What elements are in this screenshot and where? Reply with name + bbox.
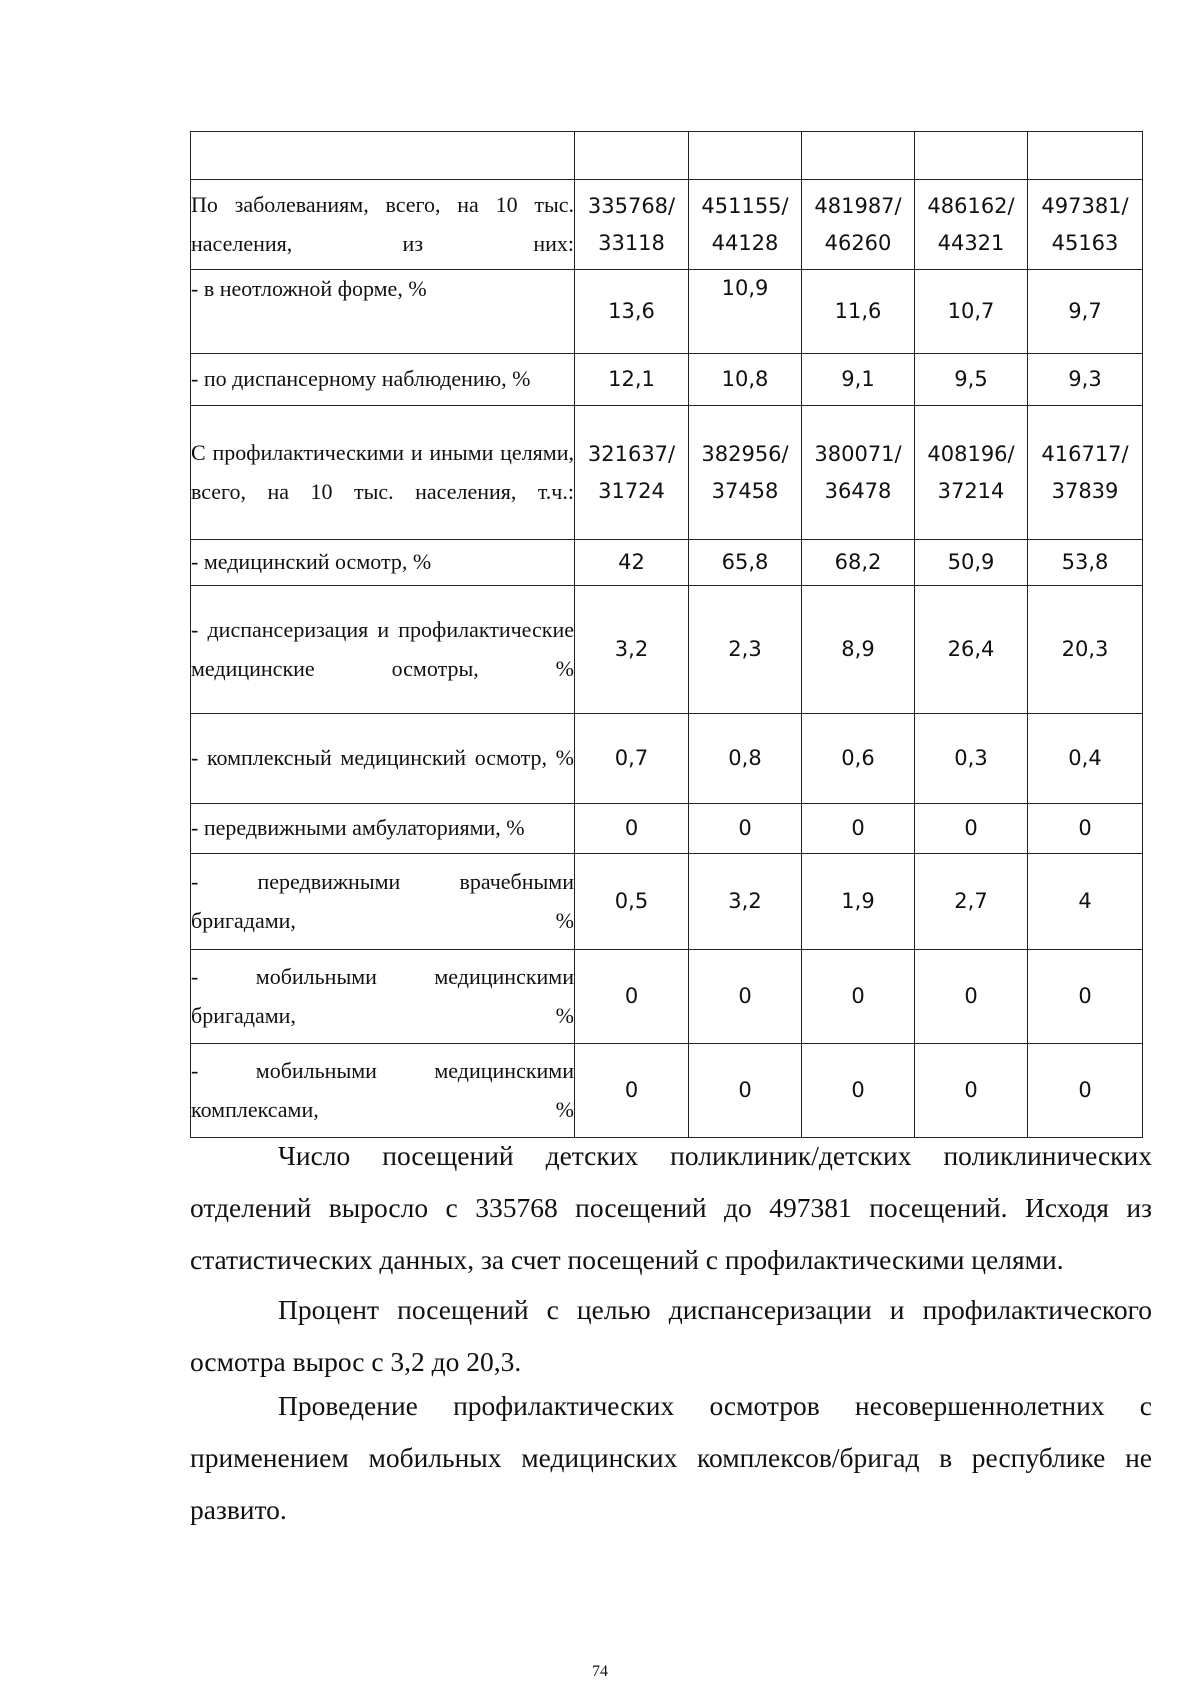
header-cell bbox=[802, 132, 915, 180]
value-cell: 416717/ 37839 bbox=[1028, 406, 1143, 540]
value-cell: 8,9 bbox=[802, 586, 915, 714]
table-row bbox=[191, 270, 1143, 354]
value-cell: 26,4 bbox=[915, 586, 1028, 714]
value-cell: 9,7 bbox=[1028, 270, 1143, 354]
value-cell: 2,3 bbox=[689, 586, 802, 714]
value-cell: 11,6 bbox=[802, 270, 915, 354]
value-cell: 0 bbox=[915, 804, 1028, 854]
row-label: - комплексный медицинский осмотр, % bbox=[191, 714, 575, 804]
table-row bbox=[191, 804, 1143, 854]
value-cell: 4 bbox=[1028, 854, 1143, 950]
value-cell: 9,3 bbox=[1028, 354, 1143, 406]
value-cell: 50,9 bbox=[915, 540, 1028, 586]
table-row bbox=[191, 540, 1143, 586]
value-cell: 0,3 bbox=[915, 714, 1028, 804]
paragraph: Проведение профилактических осмотров несовершеннолетних с применением мобильных медицинских комплексов/бригад в республике не развито. bbox=[190, 1390, 1152, 1525]
value-cell: 0 bbox=[689, 950, 802, 1044]
value-cell: 1,9 bbox=[802, 854, 915, 950]
paragraph: Процент посещений с целью диспансеризации и профилактического осмотра вырос с 3,2 до 20,3. bbox=[190, 1294, 1152, 1377]
value-cell: 65,8 bbox=[689, 540, 802, 586]
table-header-row bbox=[191, 132, 1143, 180]
value-cell: 0 bbox=[1028, 804, 1143, 854]
header-cell bbox=[915, 132, 1028, 180]
row-label: - передвижными амбулаториями, % bbox=[191, 804, 575, 854]
row-label: По заболеваниям, всего, на 10 тыс. населения, из них: bbox=[191, 180, 575, 270]
table-row bbox=[191, 854, 1143, 950]
row-label: С профилактическими и иными целями, всего, на 10 тыс. населения, т.ч.: bbox=[191, 406, 575, 540]
table-row bbox=[191, 180, 1143, 270]
value-cell: 3,2 bbox=[689, 854, 802, 950]
value-cell: 0 bbox=[1028, 950, 1143, 1044]
value-cell: 0 bbox=[575, 804, 689, 854]
header-cell bbox=[575, 132, 689, 180]
value-cell: 0,7 bbox=[575, 714, 689, 804]
value-cell: 10,7 bbox=[915, 270, 1028, 354]
row-label: - передвижными врачебными бригадами, % bbox=[191, 854, 575, 950]
value-cell: 0,6 bbox=[802, 714, 915, 804]
row-label: - по диспансерному наблюдению, % bbox=[191, 354, 575, 406]
value-cell: 0 bbox=[802, 950, 915, 1044]
value-cell: 12,1 bbox=[575, 354, 689, 406]
value-cell: 0 bbox=[915, 950, 1028, 1044]
value-cell: 380071/ 36478 bbox=[802, 406, 915, 540]
value-cell: 486162/ 44321 bbox=[915, 180, 1028, 270]
value-cell: 0 bbox=[1028, 1044, 1143, 1138]
value-cell: 3,2 bbox=[575, 586, 689, 714]
value-cell: 0,5 bbox=[575, 854, 689, 950]
statistics-table bbox=[190, 131, 1143, 1138]
value-cell: 335768/ 33118 bbox=[575, 180, 689, 270]
row-label: - диспансеризация и профилактические медицинские осмотры, % bbox=[191, 586, 575, 714]
value-cell: 10,9 bbox=[689, 270, 802, 354]
value-cell: 20,3 bbox=[1028, 586, 1143, 714]
value-cell: 10,8 bbox=[689, 354, 802, 406]
page-number: 74 bbox=[592, 1663, 608, 1680]
table-row bbox=[191, 406, 1143, 540]
header-cell bbox=[191, 132, 575, 180]
value-cell: 0,4 bbox=[1028, 714, 1143, 804]
header-cell bbox=[1028, 132, 1143, 180]
value-cell: 0 bbox=[915, 1044, 1028, 1138]
value-cell: 9,1 bbox=[802, 354, 915, 406]
row-label: - в неотложной форме, % bbox=[191, 270, 575, 354]
value-cell: 0 bbox=[689, 1044, 802, 1138]
value-cell: 408196/ 37214 bbox=[915, 406, 1028, 540]
value-cell: 9,5 bbox=[915, 354, 1028, 406]
value-cell: 497381/ 45163 bbox=[1028, 180, 1143, 270]
paragraph: Число посещений детских поликлиник/детских поликлинических отделений выросло с 335768 посещений до 497381 посещений. Исходя из статистических данных, за счет посещений с профилактическими целями. bbox=[190, 1140, 1152, 1275]
row-label: - мобильными медицинскими комплексами, % bbox=[191, 1044, 575, 1138]
value-cell: 42 bbox=[575, 540, 689, 586]
table-row bbox=[191, 354, 1143, 406]
value-cell: 0 bbox=[575, 1044, 689, 1138]
value-cell: 53,8 bbox=[1028, 540, 1143, 586]
value-cell: 0 bbox=[689, 804, 802, 854]
value-cell: 382956/ 37458 bbox=[689, 406, 802, 540]
value-cell: 481987/ 46260 bbox=[802, 180, 915, 270]
row-label: - мобильными медицинскими бригадами, % bbox=[191, 950, 575, 1044]
table-row bbox=[191, 714, 1143, 804]
value-cell: 0,8 bbox=[689, 714, 802, 804]
row-label: - медицинский осмотр, % bbox=[191, 540, 575, 586]
value-cell: 13,6 bbox=[575, 270, 689, 354]
value-cell: 2,7 bbox=[915, 854, 1028, 950]
value-cell: 0 bbox=[802, 1044, 915, 1138]
value-cell: 68,2 bbox=[802, 540, 915, 586]
table-row bbox=[191, 1044, 1143, 1138]
table-row bbox=[191, 586, 1143, 714]
header-cell bbox=[689, 132, 802, 180]
value-cell: 0 bbox=[802, 804, 915, 854]
value-cell: 451155/ 44128 bbox=[689, 180, 802, 270]
value-cell: 321637/ 31724 bbox=[575, 406, 689, 540]
table-row bbox=[191, 950, 1143, 1044]
value-cell: 0 bbox=[575, 950, 689, 1044]
